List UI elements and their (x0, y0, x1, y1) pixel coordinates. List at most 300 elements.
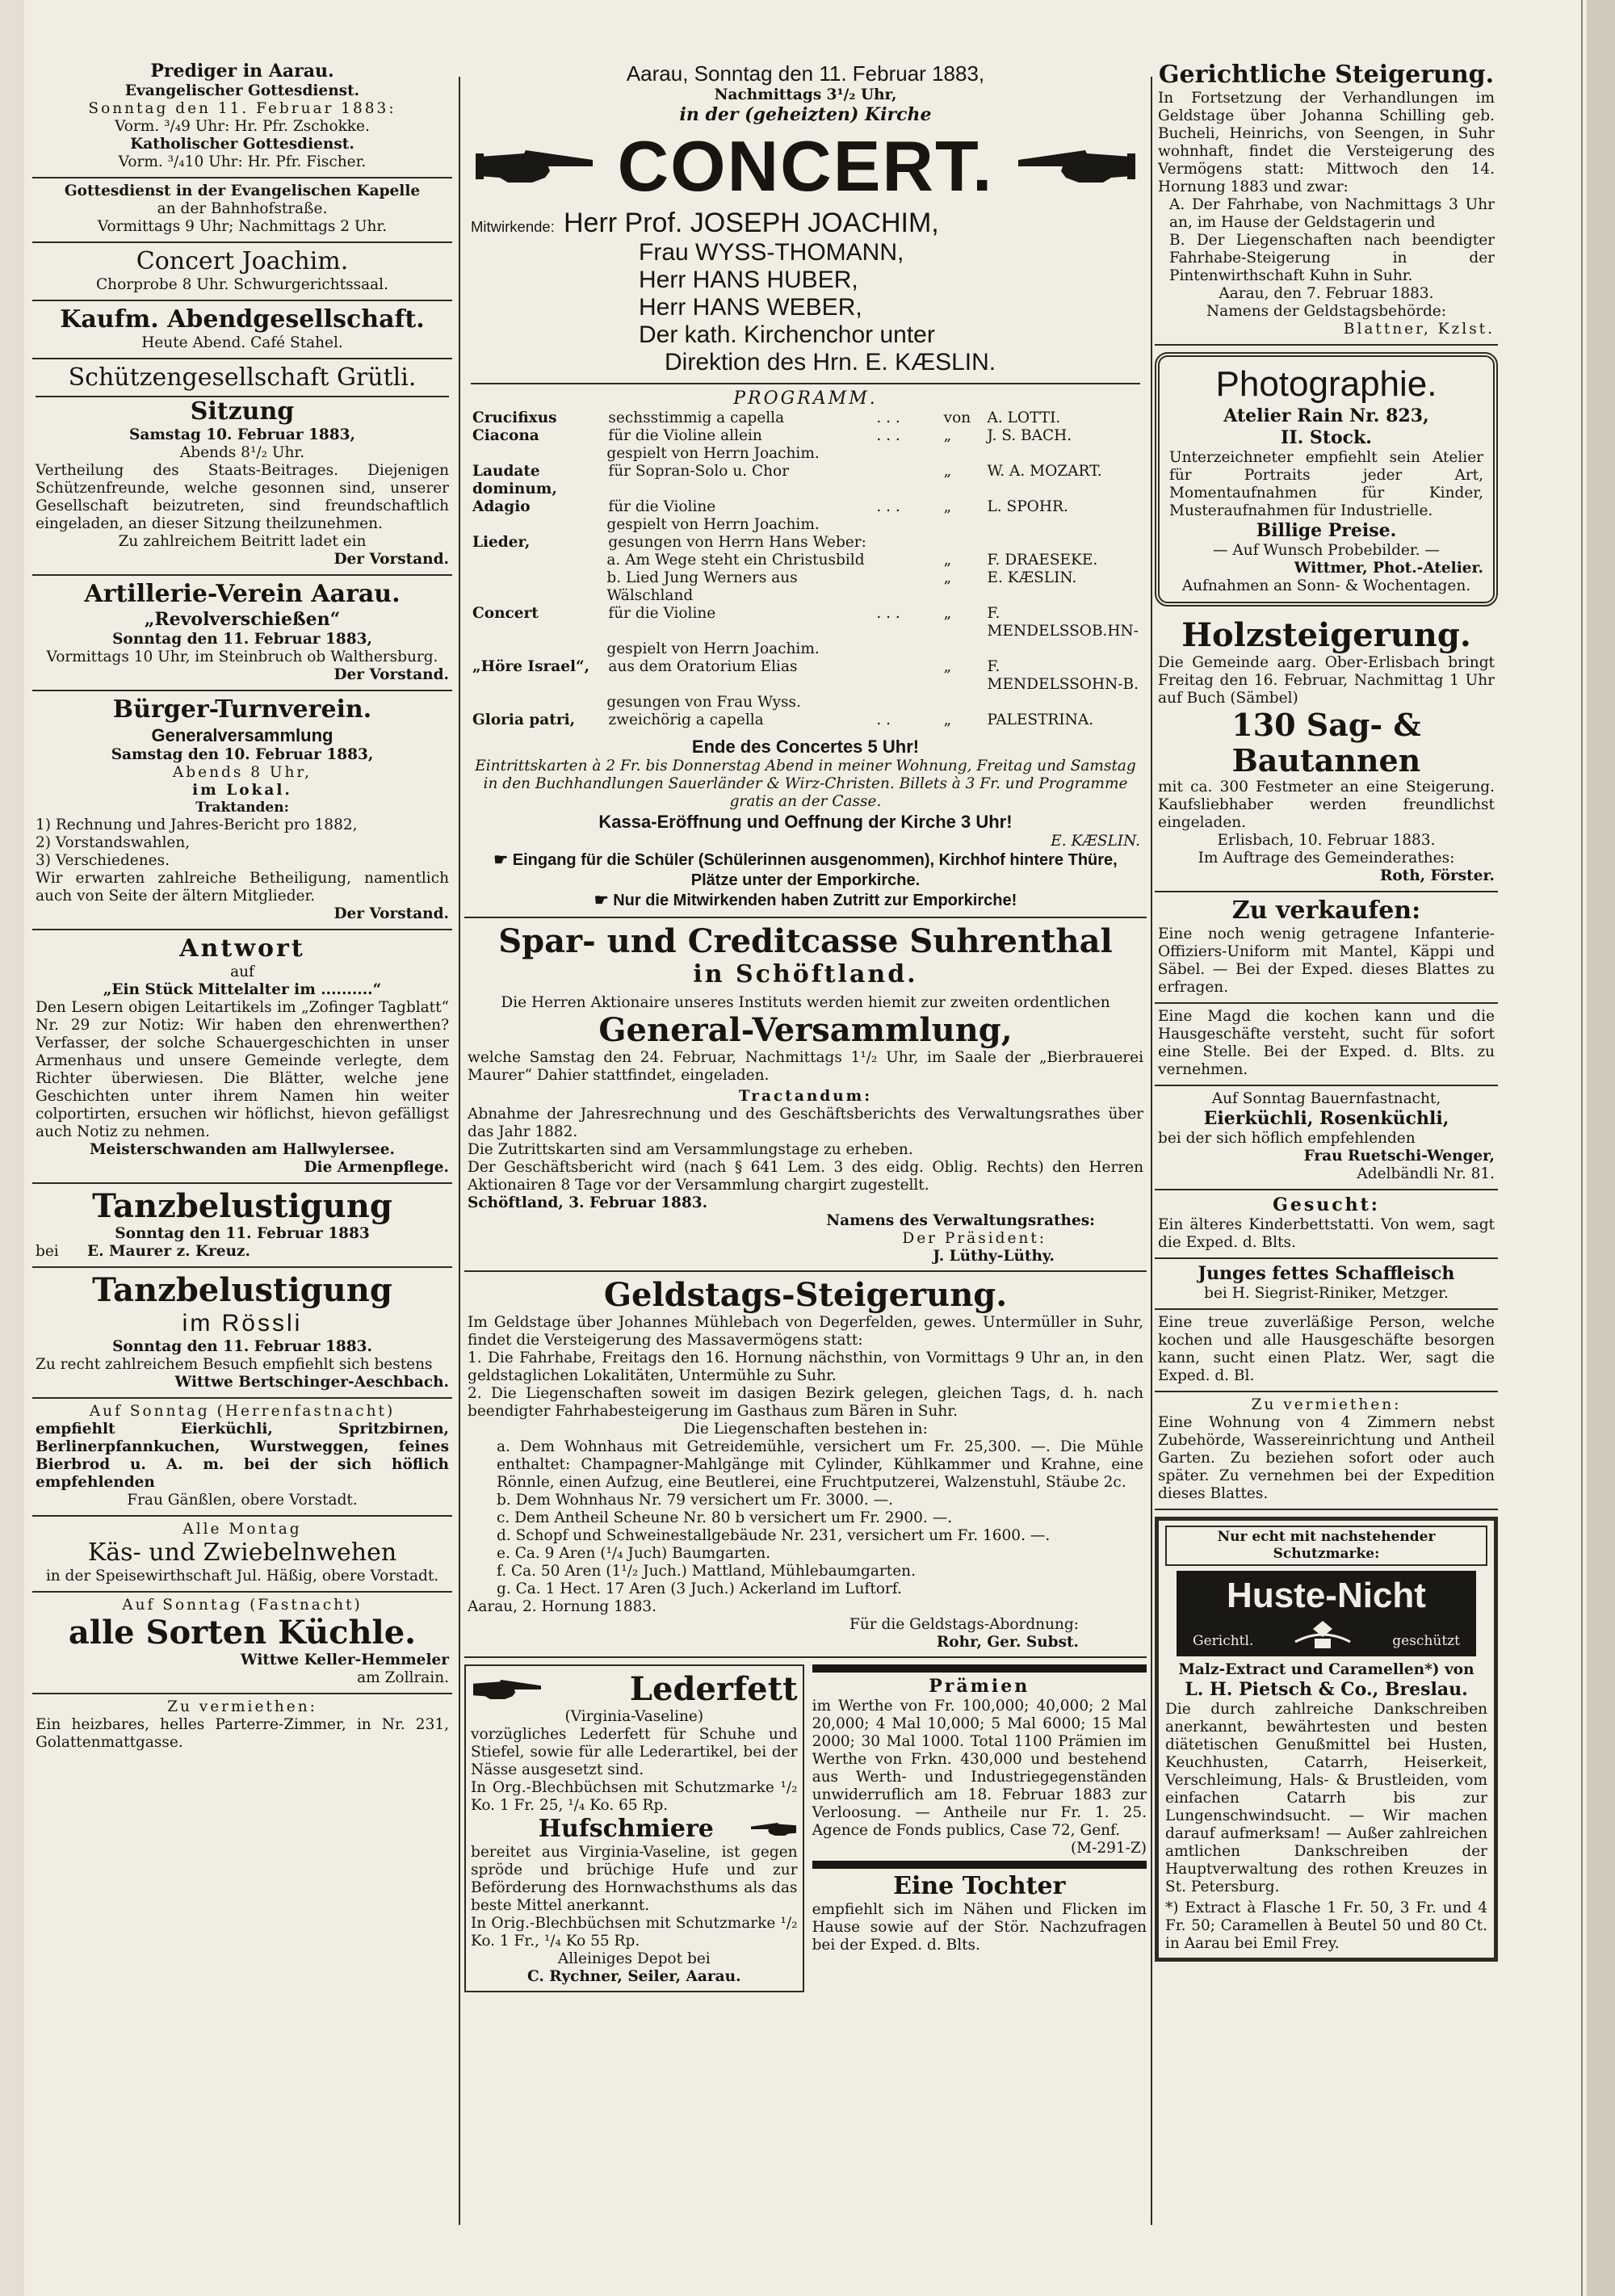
program-row (471, 658, 1140, 694)
huste-mark2: geschützt (1392, 1633, 1460, 1649)
huste-mark1: Gerichtl. (1193, 1633, 1254, 1649)
ad-person (1155, 1310, 1498, 1392)
concert-performer: Der kath. Kirchenchor unter (639, 321, 935, 348)
program-composer: L. SPOHR. (987, 498, 1068, 515)
fleisch-title: Junges fettes Schaffleisch (1198, 1263, 1455, 1284)
program-desc: b. Lied Jung Werners aus Wälschland (606, 569, 798, 604)
ad-herrenfastnacht (32, 1399, 452, 1517)
bauern-title: Eierküchli, Rosenküchli, (1203, 1108, 1449, 1129)
spar-name: J. Lüthy-Lüthy. (933, 1248, 1055, 1265)
ad-geldstag (464, 1272, 1147, 1658)
ad-gruetli (32, 359, 452, 576)
prediger-sub2: Katholischer Gottesdienst. (130, 136, 354, 153)
kaes-text: in der Speisewirthschaft Jul. Häßig, obere Vorstadt. (45, 1568, 439, 1585)
artillerie-text: Vormittags 10 Uhr, im Steinbruch ob Walthersburg. (46, 649, 438, 665)
hufschmiere-title-row (471, 1815, 798, 1844)
concert-joachim-text: Chorprobe 8 Uhr. Schwurgerichtssaal. (96, 276, 388, 293)
turnverein-text: Wir erwarten zahlreiche Betheiligung, namentlich auch von Seite der ältern Mitglieder. (36, 870, 449, 905)
program-work: Lieder, (472, 534, 531, 551)
pointing-hand-left-icon (1014, 142, 1135, 191)
spar-z1: Die Zutrittskarten sind am Versammlungstage zu erheben. (468, 1141, 913, 1158)
ad-tanz1 (32, 1184, 452, 1268)
huste-sub: Malz-Extract und Caramellen*) von (1178, 1661, 1474, 1678)
tochter-title: Eine Tochter (893, 1872, 1066, 1900)
turnverein-sub: Generalversammlung (151, 725, 333, 745)
ad-gottesdienst (32, 178, 452, 243)
program-composer: J. S. BACH. (987, 427, 1072, 444)
spar-gv: General-Versammlung, (598, 1011, 1013, 1049)
herrenfast-head: Auf Sonntag (Herrenfastnacht) (89, 1403, 396, 1420)
program-work: Concert (472, 605, 539, 622)
turnverein-item: 2) Vorstandswahlen, (36, 834, 191, 851)
bauern-sign1: Frau Ruetschi-Wenger, (1303, 1148, 1495, 1165)
photo-text: Unterzeichneter empfiehlt sein Atelier für Portraits jeder Art, Momentaufnahmen für Kinder, Musteraufnahmen für Industrielle. (1169, 449, 1483, 519)
program-desc: sechsstimmig a capella (608, 409, 785, 426)
gottesdienst-line1: Gottesdienst in der Evangelischen Kapelle (64, 183, 421, 199)
geldstag-items (468, 1438, 1143, 1598)
lederfett-title-row (471, 1671, 798, 1708)
lederfett-text2: In Org.-Blechbüchsen mit Schutzmarke ¹/₂ Ko. 1 Fr. 25, ¹/₄ Ko. 65 Rp. (471, 1779, 798, 1814)
bauern-sign2: Adelbändli Nr. 81. (1357, 1165, 1495, 1182)
turnverein-place: im Lokal. (192, 782, 292, 799)
concert-eintritt: Eintrittskarten à 2 Fr. bis Donnerstag Abend in meiner Wohnung, Freitag und Samstag in den Buchhandlungen Sauerländer & Wirz-Christen. Billets à 3 Fr. und Programme gratis an der Casse. (475, 758, 1136, 810)
spar-text: welche Samstag den 24. Februar, Nachmittags 1¹/₂ Uhr, im Saale der „Bierbrauerei Maurer“ Dahier stattfindet, eingeladen. (468, 1049, 1143, 1084)
praemien-title: Prämien (929, 1676, 1030, 1697)
tanz2-sign: Wittwe Bertschinger-Aeschbach. (174, 1374, 449, 1391)
tanz2-title: Tanzbelustigung (92, 1271, 392, 1309)
prediger-line1: Sonntag den 11. Februar 1883: (88, 100, 396, 117)
antwort-auf: auf (230, 963, 254, 980)
program-pre (942, 694, 986, 711)
kuechle-sign1: Wittwe Keller-Hemmeler (240, 1652, 449, 1668)
tanz2-text: Zu recht zahlreichem Besuch empfiehlt sich bestens (36, 1356, 433, 1373)
gesucht-text: Ein älteres Kinderbettstatti. Von wem, sagt die Exped. d. Blts. (1158, 1216, 1495, 1251)
lederfett-sign: C. Rychner, Seiler, Aarau. (527, 1968, 741, 1985)
geldstag-item: g. Ca. 1 Hect. 17 Aren (3 Juch.) Ackerland im Luftorf. (497, 1580, 902, 1597)
ad-schaffleisch (1155, 1259, 1498, 1310)
geldstag-p2: 2. Die Liegenschaften soweit im dasigen Bezirk gelegen, gleichen Tags, d. h. nach beendigter Fahrhabesteigerung im Gasthaus zum Bären in Suhr. (468, 1385, 1143, 1420)
program-row (471, 552, 1140, 569)
page-edge (1587, 0, 1615, 2296)
holz-auftrag: Im Auftrage des Gemeinderathes: (1198, 850, 1455, 867)
column-rule-left (459, 77, 460, 2225)
holz-text2: mit ca. 300 Festmeter an eine Steigerung. Kaufsliebhaber werden freundlichst eingeladen. (1158, 779, 1495, 831)
concert-title-row (471, 128, 1140, 205)
program-desc: zweichörig a capella (608, 711, 764, 728)
kaes-title: Käs- und Zwiebelnwehen (87, 1538, 397, 1567)
program-desc: gesungen von Herrn Hans Weber: (608, 534, 866, 551)
program-composer: F. MENDELSSOB.HN- (987, 605, 1139, 640)
kaes-head: Alle Montag (182, 1521, 302, 1538)
vermiethen-left-head: Zu vermiethen: (167, 1698, 317, 1715)
program-row (471, 498, 1140, 516)
tanz2-date: Sonntag den 11. Februar 1883. (112, 1338, 372, 1355)
concert-joachim-title: Concert Joachim. (136, 247, 349, 275)
prediger-title: Prediger in Aarau. (150, 61, 334, 82)
ad-antwort (32, 930, 452, 1184)
antwort-sub: „Ein Stück Mittelalter im ..........“ (103, 981, 382, 998)
ad-magd (1155, 1004, 1498, 1086)
emblem-icon (1290, 1618, 1355, 1650)
program-composer: F. MENDELSSOHN-B. (987, 658, 1139, 693)
mid-bottom-row (464, 1658, 1147, 1992)
geldstag-item: c. Dem Antheil Scheune Nr. 80 b versichert um Fr. 2900. —. (497, 1509, 953, 1526)
hufschmiere-text: bereitet aus Virginia-Vaseline, ist gegen spröde und brüchige Hufe und zur Beförderung des Hornwachsthums als das beste Mittel anerkannt. (471, 1844, 798, 1914)
concert-performer: Herr HANS WEBER, (639, 294, 862, 321)
gruetli-date: Samstag 10. Februar 1883, (128, 426, 355, 443)
geldstag-date: Aarau, 2. Hornung 1883. (468, 1598, 657, 1615)
prediger-line2: Vorm. ³/₄9 Uhr: Hr. Pfr. Zschokke. (115, 118, 370, 135)
tanz1-name: E. Maurer z. Kreuz. (87, 1243, 250, 1260)
holz-big: 130 Sag- & Bautannen (1231, 707, 1421, 779)
huste-mark-row (1181, 1618, 1471, 1650)
program-work (471, 569, 606, 605)
gruetli-text2: Zu zahlreichem Beitritt ladet ein (118, 533, 367, 550)
column-rule-right (1151, 77, 1152, 2225)
program-pre: „ (943, 605, 952, 622)
program-dots (875, 552, 942, 569)
photo-probe: — Auf Wunsch Probebilder. — (1213, 542, 1440, 559)
program-desc: a. Am Wege steht ein Christusbild (606, 552, 865, 569)
turnverein-time: Abends 8 Uhr, (172, 764, 313, 781)
antwort-title: Antwort (179, 934, 305, 963)
geldstag-item: e. Ca. 9 Aren (¹/₄ Juch) Baumgarten. (497, 1545, 771, 1562)
spar-title2: in Schöftland. (693, 960, 918, 988)
wohnung-head: Zu vermiethen: (1251, 1396, 1402, 1413)
program-row (471, 409, 1140, 427)
geldstag-p3: Die Liegenschaften bestehen in: (683, 1421, 928, 1438)
holz-text1: Die Gemeinde aarg. Ober-Erlisbach bringt Freitag den 16. Februar, Nachmittag 1 Uhr auf Buch (Sämbel) (1158, 654, 1495, 707)
gruetli-text: Vertheilung des Staats-Beitrages. Diejenigen Schützenfreunde, welche gesonnen sind, unserer Gesellschaft beizutreten, sind freundschaftlich eingeladen, an dieser Sitzung theilzunehmen. (36, 462, 449, 532)
kaufm-title: Kaufm. Abendgesellschaft. (60, 305, 425, 334)
program-desc: gespielt von Herrn Joachim. (606, 445, 820, 462)
lederfett-sub: (Virginia-Vaseline) (564, 1708, 704, 1725)
program-row (471, 640, 1140, 658)
gottesdienst-line3: Vormittags 9 Uhr; Nachmittags 2 Uhr. (97, 218, 388, 235)
concert-ende: Ende des Concertes 5 Uhr! (691, 737, 920, 757)
program-row (471, 445, 1140, 463)
kaufm-text: Heute Abend. Café Stahel. (141, 334, 343, 351)
fleisch-text: bei H. Siegrist-Riniker, Metzger. (1204, 1285, 1449, 1302)
person-text: Eine treue zuverläßige Person, welche kochen und alle Hausgeschäfte besorgen kann, sucht einen Platz. Wer, sagt die Exped. d. Bl. (1158, 1314, 1495, 1384)
program-dots: . . . (876, 498, 900, 515)
geldstag-item: b. Dem Wohnhaus Nr. 79 versichert um Fr. 3000. —. (497, 1492, 893, 1509)
spar-praes: Der Präsident: (902, 1230, 1047, 1247)
program-pre (942, 445, 986, 463)
gottesdienst-line2: an der Bahnhofstraße. (157, 200, 328, 217)
ad-holzsteigerung (1155, 613, 1498, 892)
ad-lederfett (464, 1664, 804, 1992)
ad-spar (464, 918, 1147, 1272)
holz-sign: Roth, Förster. (1379, 867, 1495, 884)
program-dots (875, 516, 942, 534)
turnverein-traktanden: Traktanden: (195, 800, 289, 816)
ad-praemien (812, 1664, 1147, 1861)
geldstag-item: d. Schopf und Schweinestallgebäude Nr. 231, versichert um Fr. 1600. —. (497, 1527, 1051, 1544)
program-dots (875, 534, 942, 552)
program-composer (986, 694, 1141, 711)
artillerie-sub: „Revolverschießen“ (144, 609, 341, 630)
concert-headline: Aarau, Sonntag den 11. Februar 1883, (626, 61, 985, 86)
ad-artillerie (32, 576, 452, 691)
program-composer (986, 640, 1141, 658)
turnverein-date: Samstag den 10. Februar 1883, (111, 746, 374, 763)
turnverein-sign: Der Vorstand. (333, 905, 449, 922)
program-pre: „ (943, 498, 952, 515)
program-row (471, 534, 1140, 552)
holz-title: Holzsteigerung. (1181, 616, 1471, 654)
huste-title: Huste-Nicht (1227, 1576, 1426, 1615)
program-pre: von (943, 409, 971, 426)
geldstag-item: a. Dem Wohnhaus mit Getreidemühle, versichert um Fr. 25,300. —. Die Mühle enthaltet: Champagner-Mahlgänge mit Cylinder, Kühlkammer und Krahne, eine Rönnle, einen Aufzug, eine Beutlerei, eine Fruchtputzerei, Walzenstuhl, Stäube 2c. (497, 1438, 1143, 1491)
program-composer (986, 534, 1141, 552)
program-dots (875, 694, 942, 711)
program-title: PROGRAMM. (471, 383, 1140, 409)
program-row (471, 463, 1140, 498)
tanz1-date: Sonntag den 11. Februar 1883 (115, 1225, 370, 1242)
program-table (471, 409, 1140, 729)
tanz2-place: im Rössli (182, 1310, 303, 1337)
steig-title: Gerichtliche Steigerung. (1158, 61, 1495, 89)
program-dots (875, 640, 942, 658)
tanz1-by: bei (36, 1243, 59, 1260)
concert-place: in der (geheizten) Kirche (679, 104, 932, 125)
hufschmiere-text2: In Orig.-Blechbüchsen mit Schutzmarke ¹/₂ Ko. 1 Fr., ¹/₄ Ko 55 Rp. (471, 1915, 798, 1950)
program-work: Crucifixus (472, 409, 557, 426)
ad-kaufm (32, 301, 452, 359)
steig-sign: Blattner, Kzlst. (1343, 321, 1495, 338)
kuechle-title: alle Sorten Küchle. (68, 1614, 417, 1652)
prediger-sub1: Evangelischer Gottesdienst. (124, 82, 360, 99)
magd-text: Eine Magd die kochen kann und die Hausgeschäfte versteht, sucht für sofort eine Stelle. Bei der Exped. d. Blts. zu vernehmen. (1158, 1008, 1495, 1078)
steig-a: A. Der Fahrhabe, von Nachmittags 3 Uhr an, im Hause der Geldstagerin und (1169, 196, 1495, 231)
bauern-text: bei der sich höflich empfehlenden (1158, 1130, 1416, 1147)
concert-kassa: Kassa-Eröffnung und Oeffnung der Kirche 3 Uhr! (598, 812, 1013, 832)
program-composer (986, 445, 1141, 463)
concert-performer: Herr HANS HUBER, (639, 267, 858, 293)
prediger-line3: Vorm. ³/₄10 Uhr: Hr. Pfr. Fischer. (118, 153, 367, 170)
program-pre: „ (943, 711, 952, 728)
verkaufen-text: Eine noch wenig getragene Infanterie-Offiziers-Uniform mit Mantel, Käppi und Säbel. — Bei der Exped. dieses Blattes zu erfragen. (1158, 926, 1495, 996)
program-composer (986, 516, 1141, 534)
program-dots: . . (876, 711, 891, 728)
huste-logo (1177, 1571, 1476, 1656)
huste-text: Die durch zahlreiche Dankschreiben anerkannt, bewährtesten und besten diätetischen Genußmittel bei Husten, Keuchhusten, Catarrh, Heiserkeit, Verschleimung, Hals- & Brustleiden, vom einfachen Catarrh bis zur Lungenschwindsucht. — Wir machen darauf aufmerksam! — Außer zahlreichen amtlichen Dankschreiben der Hauptverwaltung des rothen Kreuzes in St. Petersburg. (1165, 1701, 1487, 1895)
program-pre: „ (943, 463, 952, 480)
program-work (471, 516, 606, 534)
program-desc: gespielt von Herrn Joachim. (606, 516, 820, 533)
gruetli-sitzung: Sitzung (36, 396, 449, 426)
concert-eingang-text: Eingang für die Schüler (Schülerinnen ausgenommen), Kirchhof hintere Thüre, Plätze unter der Emporkirche. (512, 851, 1118, 889)
ad-huste-wrap (1155, 1510, 1498, 1962)
steig-namens: Namens der Geldstagsbehörde: (1206, 303, 1446, 320)
gesucht-title: Gesucht: (1273, 1194, 1380, 1215)
antwort-sign1: Meisterschwanden am Hallwylersee. (90, 1141, 395, 1158)
program-dots: . . . (876, 605, 900, 622)
ad-gesucht (1155, 1190, 1498, 1259)
antwort-text: Den Lesern obigen Leitartikels im „Zofinger Tagblatt“ Nr. 29 zur Notiz: Wir haben den ehrenwerthen? Verfasser, der solche Schauergeschichten in unser Armenhaus und unsere Gemeinde verlegte, dem Richter überwiesen. Die Blätter, welche jene Geschichten unter ihrem Namen hin weiter colportirten, ersuchen wir höflichst, hievon gefälligst auch Notiz zu nehmen. (36, 999, 449, 1140)
ad-turnverein (32, 691, 452, 930)
tochter-text: empfiehlt sich im Nähen und Flicken im Hause sowie auf der Stör. Nachzufragen bei der Exped. d. Blts. (812, 1901, 1147, 1954)
kuechle-sign2: am Zollrain. (357, 1669, 449, 1686)
kuechle-head: Auf Sonntag (Fastnacht) (122, 1597, 363, 1614)
verkaufen-title: Zu verkaufen: (1231, 896, 1421, 925)
huste-note: *) Extract à Flasche 1 Fr. 50, 3 Fr. und 4 Fr. 50; Caramellen à Beutel 50 und 80 Ct. in Aarau bei Emil Frey. (1165, 1899, 1487, 1952)
herrenfast-sign: Frau Gänßlen, obere Vorstadt. (127, 1492, 358, 1509)
program-dots (875, 463, 942, 498)
program-composer: PALESTRINA. (987, 711, 1094, 728)
geldstag-intro: Im Geldstage über Johannes Mühlebach von Degerfelden, gewes. Untermüller in Suhr, findet die Versteigerung des Massavermögens statt: (468, 1314, 1143, 1349)
program-work (471, 640, 606, 658)
concert-time: Nachmittags 3¹/₂ Uhr, (714, 86, 897, 103)
concert-nur: ☛ Nur die Mitwirkenden haben Zutritt zur Emporkirche! (594, 892, 1017, 909)
lederfett-title: Lederfett (629, 1670, 798, 1708)
ad-huste-nicht (1155, 1517, 1498, 1962)
photo-sign: Wittmer, Phot.-Atelier. (1294, 560, 1483, 577)
antwort-sign2: Die Armenpflege. (304, 1159, 449, 1176)
program-dots (875, 569, 942, 605)
turnverein-title: Bürger-Turnverein. (112, 695, 372, 724)
steig-b: B. Der Liegenschaften nach beendigter Fahrhabe-Steigerung in der Pintenwirthschaft Kuhn in Suhr. (1169, 232, 1495, 284)
mid-bottom-right (812, 1664, 1147, 1992)
ad-kaes (32, 1517, 452, 1593)
program-pre: „ (943, 569, 952, 586)
program-row (471, 694, 1140, 711)
geldstag-title: Geldstags-Steigerung. (603, 1276, 1008, 1314)
photo-sunday: Aufnahmen an Sonn- & Wochentagen. (1181, 577, 1471, 594)
concert-title: CONCERT. (617, 126, 994, 206)
geldstag-fuer: Für die Geldstags-Abordnung: (849, 1616, 1079, 1633)
lederfett-text: vorzügliches Lederfett für Schuhe und Stiefel, sowie für alle Lederartikel, bei der Nässe ausgesetzt sind. (471, 1726, 798, 1778)
holz-date: Erlisbach, 10. Februar 1883. (1217, 832, 1436, 849)
right-column (1155, 57, 1498, 2261)
program-row (471, 605, 1140, 640)
praemien-code: (M-291-Z) (1070, 1840, 1147, 1857)
program-desc: für die Violine (608, 498, 716, 515)
huste-head: Nur echt mit nachstehender Schutzmarke: (1165, 1526, 1487, 1566)
gruetli-title: Schützengesellschaft Grütli. (68, 363, 417, 392)
program-composer: W. A. MOZART. (987, 463, 1102, 480)
photo-preise: Billige Preise. (1256, 520, 1397, 541)
program-desc: für die Violine allein (608, 427, 762, 444)
program-work (471, 552, 606, 569)
praemien-text: im Werthe von Fr. 100,000; 40,000; 2 Mal 20,000; 4 Mal 10,000; 5 Mal 6000; 15 Mal 2000; 30 Mal 1000. Total 1100 Prämien im Werthe von Frkn. 430,000 und bestehend aus Werth- und Industriegegenständen unwiderruflich am 18. Februar 1883 zur Verloosung. — Antheile nur Fr. 1. 25. Agence de Fonds publics, Case 72, Genf. (812, 1698, 1147, 1839)
lederfett-depot: Alleiniges Depot bei (557, 1950, 711, 1967)
program-pre (942, 534, 986, 552)
concert-performer: Herr Prof. JOSEPH JOACHIM, (564, 208, 939, 238)
program-desc: für Sopran-Solo u. Chor (608, 463, 790, 480)
program-dots (875, 658, 942, 694)
steig-text: In Fortsetzung der Verhandlungen im Geldstage über Johanna Schilling geb. Bucheli, Heinrichs, von Seengen, in Suhr wohnhaft, findet die Versteigerung des Vermögens statt: Mittwoch den 14. Hornung 1883 und zwar: (1158, 90, 1495, 195)
bauern-head: Auf Sonntag Bauernfastnacht, (1211, 1090, 1441, 1107)
program-pre: „ (943, 658, 952, 675)
spar-tr-text: Abnahme der Jahresrechnung und des Geschäftsberichts des Verwaltungsrathes über das Jahr 1882. (468, 1106, 1143, 1140)
vermiethen-left-text: Ein heizbares, helles Parterre-Zimmer, in Nr. 231, Golattenmattgasse. (36, 1716, 449, 1751)
program-dots: . . . (876, 427, 900, 444)
wohnung-text: Eine Wohnung von 4 Zimmern nebst Zubehörde, Wassereinrichtung und Antheil Garten. Zu beziehen sofort oder auch später. Zu vernehmen bei der Expedition dieses Blattes. (1158, 1414, 1495, 1502)
ad-concert (464, 57, 1147, 918)
pointing-hand-right-icon (476, 142, 597, 191)
program-pre (942, 516, 986, 534)
left-column (32, 57, 452, 2261)
geldstag-name: Rohr, Ger. Subst. (936, 1634, 1079, 1651)
program-work: Gloria patri, (472, 711, 576, 728)
program-row (471, 427, 1140, 445)
program-work: Ciacona (472, 427, 539, 444)
concert-nur-text: Nur die Mitwirkenden haben Zutritt zur Emporkirche! (613, 892, 1017, 909)
program-work: „Höre Israel“, (472, 658, 590, 675)
artillerie-date: Sonntag den 11. Februar 1883, (112, 631, 372, 648)
turnverein-item: 3) Verschiedenes. (36, 852, 170, 869)
program-composer: F. DRAESEKE. (987, 552, 1098, 569)
gruetli-sign: Der Vorstand. (333, 551, 449, 568)
concert-performer: Frau WYSS-THOMANN, (639, 239, 904, 266)
program-work: Laudate dominum, (472, 463, 557, 497)
ad-wohnung (1155, 1392, 1498, 1510)
artillerie-sign: Der Vorstand. (333, 666, 449, 683)
page-edge-line (1581, 0, 1583, 2296)
ad-tochter (812, 1861, 1147, 1958)
ad-prediger (32, 57, 452, 178)
ad-tanz2 (32, 1268, 452, 1399)
middle-column (464, 57, 1147, 2261)
steig-date: Aarau, den 7. Februar 1883. (1219, 285, 1434, 302)
turnverein-item: 1) Rechnung und Jahres-Bericht pro 1882, (36, 816, 358, 833)
concert-mitw-label: Mitwirkende: (471, 218, 555, 235)
tanz1-title: Tanzbelustigung (92, 1187, 392, 1225)
pointing-hand-left-icon (749, 1817, 798, 1841)
concert-eingang: ☛ Eingang für die Schüler (Schülerinnen ausgenommen), Kirchhof hintere Thüre, Plätze unter der Emporkirche. (493, 851, 1118, 889)
ad-kuechle (32, 1593, 452, 1694)
huste-firm: L. H. Pietsch & Co., Breslau. (1185, 1679, 1468, 1700)
photo-stock: II. Stock. (1281, 427, 1372, 448)
spar-date: Schöftland, 3. Februar 1883. (468, 1194, 708, 1211)
concert-performer: Direktion des Hrn. E. KÆSLIN. (665, 349, 996, 376)
program-dots: . . . (876, 409, 900, 426)
artillerie-title: Artillerie-Verein Aarau. (84, 580, 401, 608)
ad-vermiethen-left (32, 1694, 452, 1757)
spar-title1: Spar- und Creditcasse Suhrenthal (498, 922, 1113, 960)
program-work (471, 694, 606, 711)
program-composer: E. KÆSLIN. (987, 569, 1077, 586)
geldstag-item: f. Ca. 50 Aren (1¹/₂ Juch.) Mattland, Mühlebaumgarten. (497, 1563, 916, 1580)
photo-title: Photographie. (1215, 364, 1437, 404)
ad-verkaufen (1155, 892, 1498, 1004)
program-row (471, 516, 1140, 534)
program-composer: A. LOTTI. (987, 409, 1061, 426)
program-work (471, 445, 606, 463)
concert-mitwirkende (471, 207, 1140, 239)
program-row (471, 569, 1140, 605)
herrenfast-text: empfiehlt Eierküchli, Spritzbirnen, Berlinerpfannkuchen, Wurstweggen, feines Bierbrod u. A. m. bei der sich höflich empfehlenden (36, 1421, 449, 1491)
concert-sign: E. KÆSLIN. (1051, 833, 1140, 850)
program-pre (942, 640, 986, 658)
spar-namens: Namens des Verwaltungsrathes: (826, 1212, 1095, 1229)
program-pre: „ (943, 552, 952, 569)
program-work: Adagio (472, 498, 531, 515)
program-dots (875, 445, 942, 463)
spar-tractandum: Tractandum: (738, 1088, 873, 1105)
photo-atelier: Atelier Rain Nr. 823, (1223, 405, 1429, 426)
program-row (471, 711, 1140, 729)
pointing-hand-right-icon (471, 1673, 543, 1706)
geldstag-p1: 1. Die Fahrhabe, Freitags den 16. Hornung nächsthin, von Vormittags 9 Uhr an, in den geldstaglichen Lokalitäten, Untermühle zu Suhr. (468, 1349, 1143, 1384)
spar-z2: Der Geschäftsbericht wird (nach § 641 Lem. 3 des eidg. Oblig. Rechts) den Herren Aktionairen 8 Tage vor der Versammlung chargirt zugestellt. (468, 1159, 1143, 1194)
gruetli-time: Abends 8¹/₂ Uhr. (179, 444, 305, 461)
ad-bauernfastnacht (1155, 1086, 1498, 1190)
hufschmiere-title: Hufschmiere (538, 1815, 714, 1843)
ad-concert-joachim (32, 243, 452, 301)
